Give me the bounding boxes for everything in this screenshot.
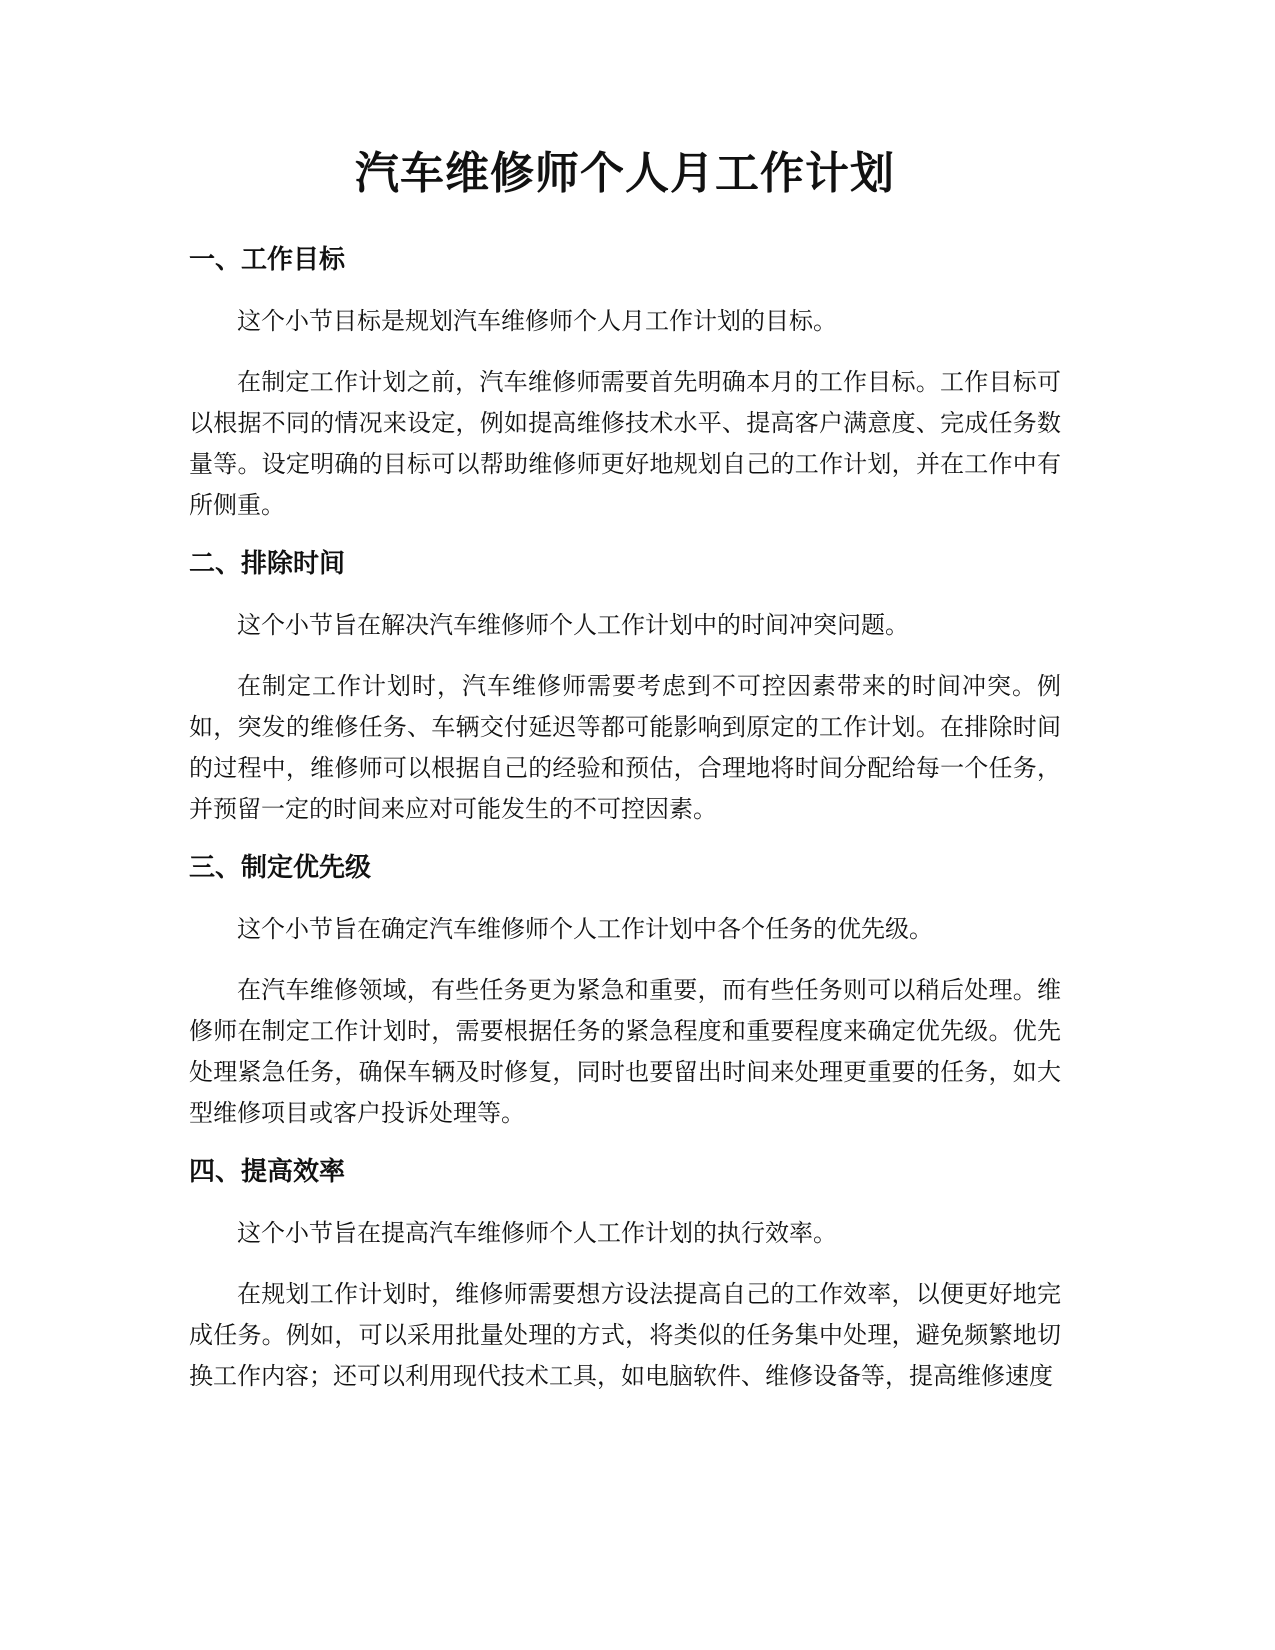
section-intro-paragraph: 这个小节旨在确定汽车维修师个人工作计划中各个任务的优先级。 bbox=[237, 915, 933, 943]
section-intro-paragraph: 这个小节旨在提高汽车维修师个人工作计划的执行效率。 bbox=[237, 1219, 837, 1247]
section-intro-paragraph: 这个小节旨在解决汽车维修师个人工作计划中的时间冲突问题。 bbox=[237, 611, 909, 639]
section-heading: 四、提高效率 bbox=[189, 1157, 346, 1187]
section-heading: 二、排除时间 bbox=[189, 549, 346, 579]
section-heading: 一、工作目标 bbox=[189, 245, 346, 275]
section-efficiency bbox=[189, 1154, 1061, 1397]
section-heading: 三、制定优先级 bbox=[189, 853, 372, 883]
section-body-paragraph: 在制定工作计划之前，汽车维修师需要首先明确本月的工作目标。工作目标可以根据不同的情况来设定，例如提高维修技术水平、提高客户满意度、完成任务数量等。设定明确的目标可以帮助维修师更好地规划自己的工作计划，并在工作中有所侧重。 bbox=[189, 368, 1061, 519]
section-priorities bbox=[189, 850, 1061, 1134]
section-work-goals bbox=[189, 242, 1061, 526]
section-body-paragraph: 在规划工作计划时，维修师需要想方设法提高自己的工作效率，以便更好地完成任务。例如，可以采用批量处理的方式，将类似的任务集中处理，避免频繁地切换工作内容；还可以利用现代技术工具，如电脑软件、维修设备等，提高维修速度 bbox=[189, 1280, 1061, 1390]
document-title: 汽车维修师个人月工作计划 bbox=[355, 148, 895, 199]
section-intro-paragraph: 这个小节目标是规划汽车维修师个人月工作计划的目标。 bbox=[237, 307, 837, 335]
section-schedule-conflicts bbox=[189, 546, 1061, 830]
section-body-paragraph: 在汽车维修领域，有些任务更为紧急和重要，而有些任务则可以稍后处理。维修师在制定工作计划时，需要根据任务的紧急程度和重要程度来确定优先级。优先处理紧急任务，确保车辆及时修复，同时也要留出时间来处理更重要的任务，如大型维修项目或客户投诉处理等。 bbox=[189, 976, 1061, 1127]
section-body-paragraph: 在制定工作计划时，汽车维修师需要考虑到不可控因素带来的时间冲突。例如，突发的维修任务、车辆交付延迟等都可能影响到原定的工作计划。在排除时间的过程中，维修师可以根据自己的经验和预估，合理地将时间分配给每一个任务，并预留一定的时间来应对可能发生的不可控因素。 bbox=[189, 672, 1061, 823]
